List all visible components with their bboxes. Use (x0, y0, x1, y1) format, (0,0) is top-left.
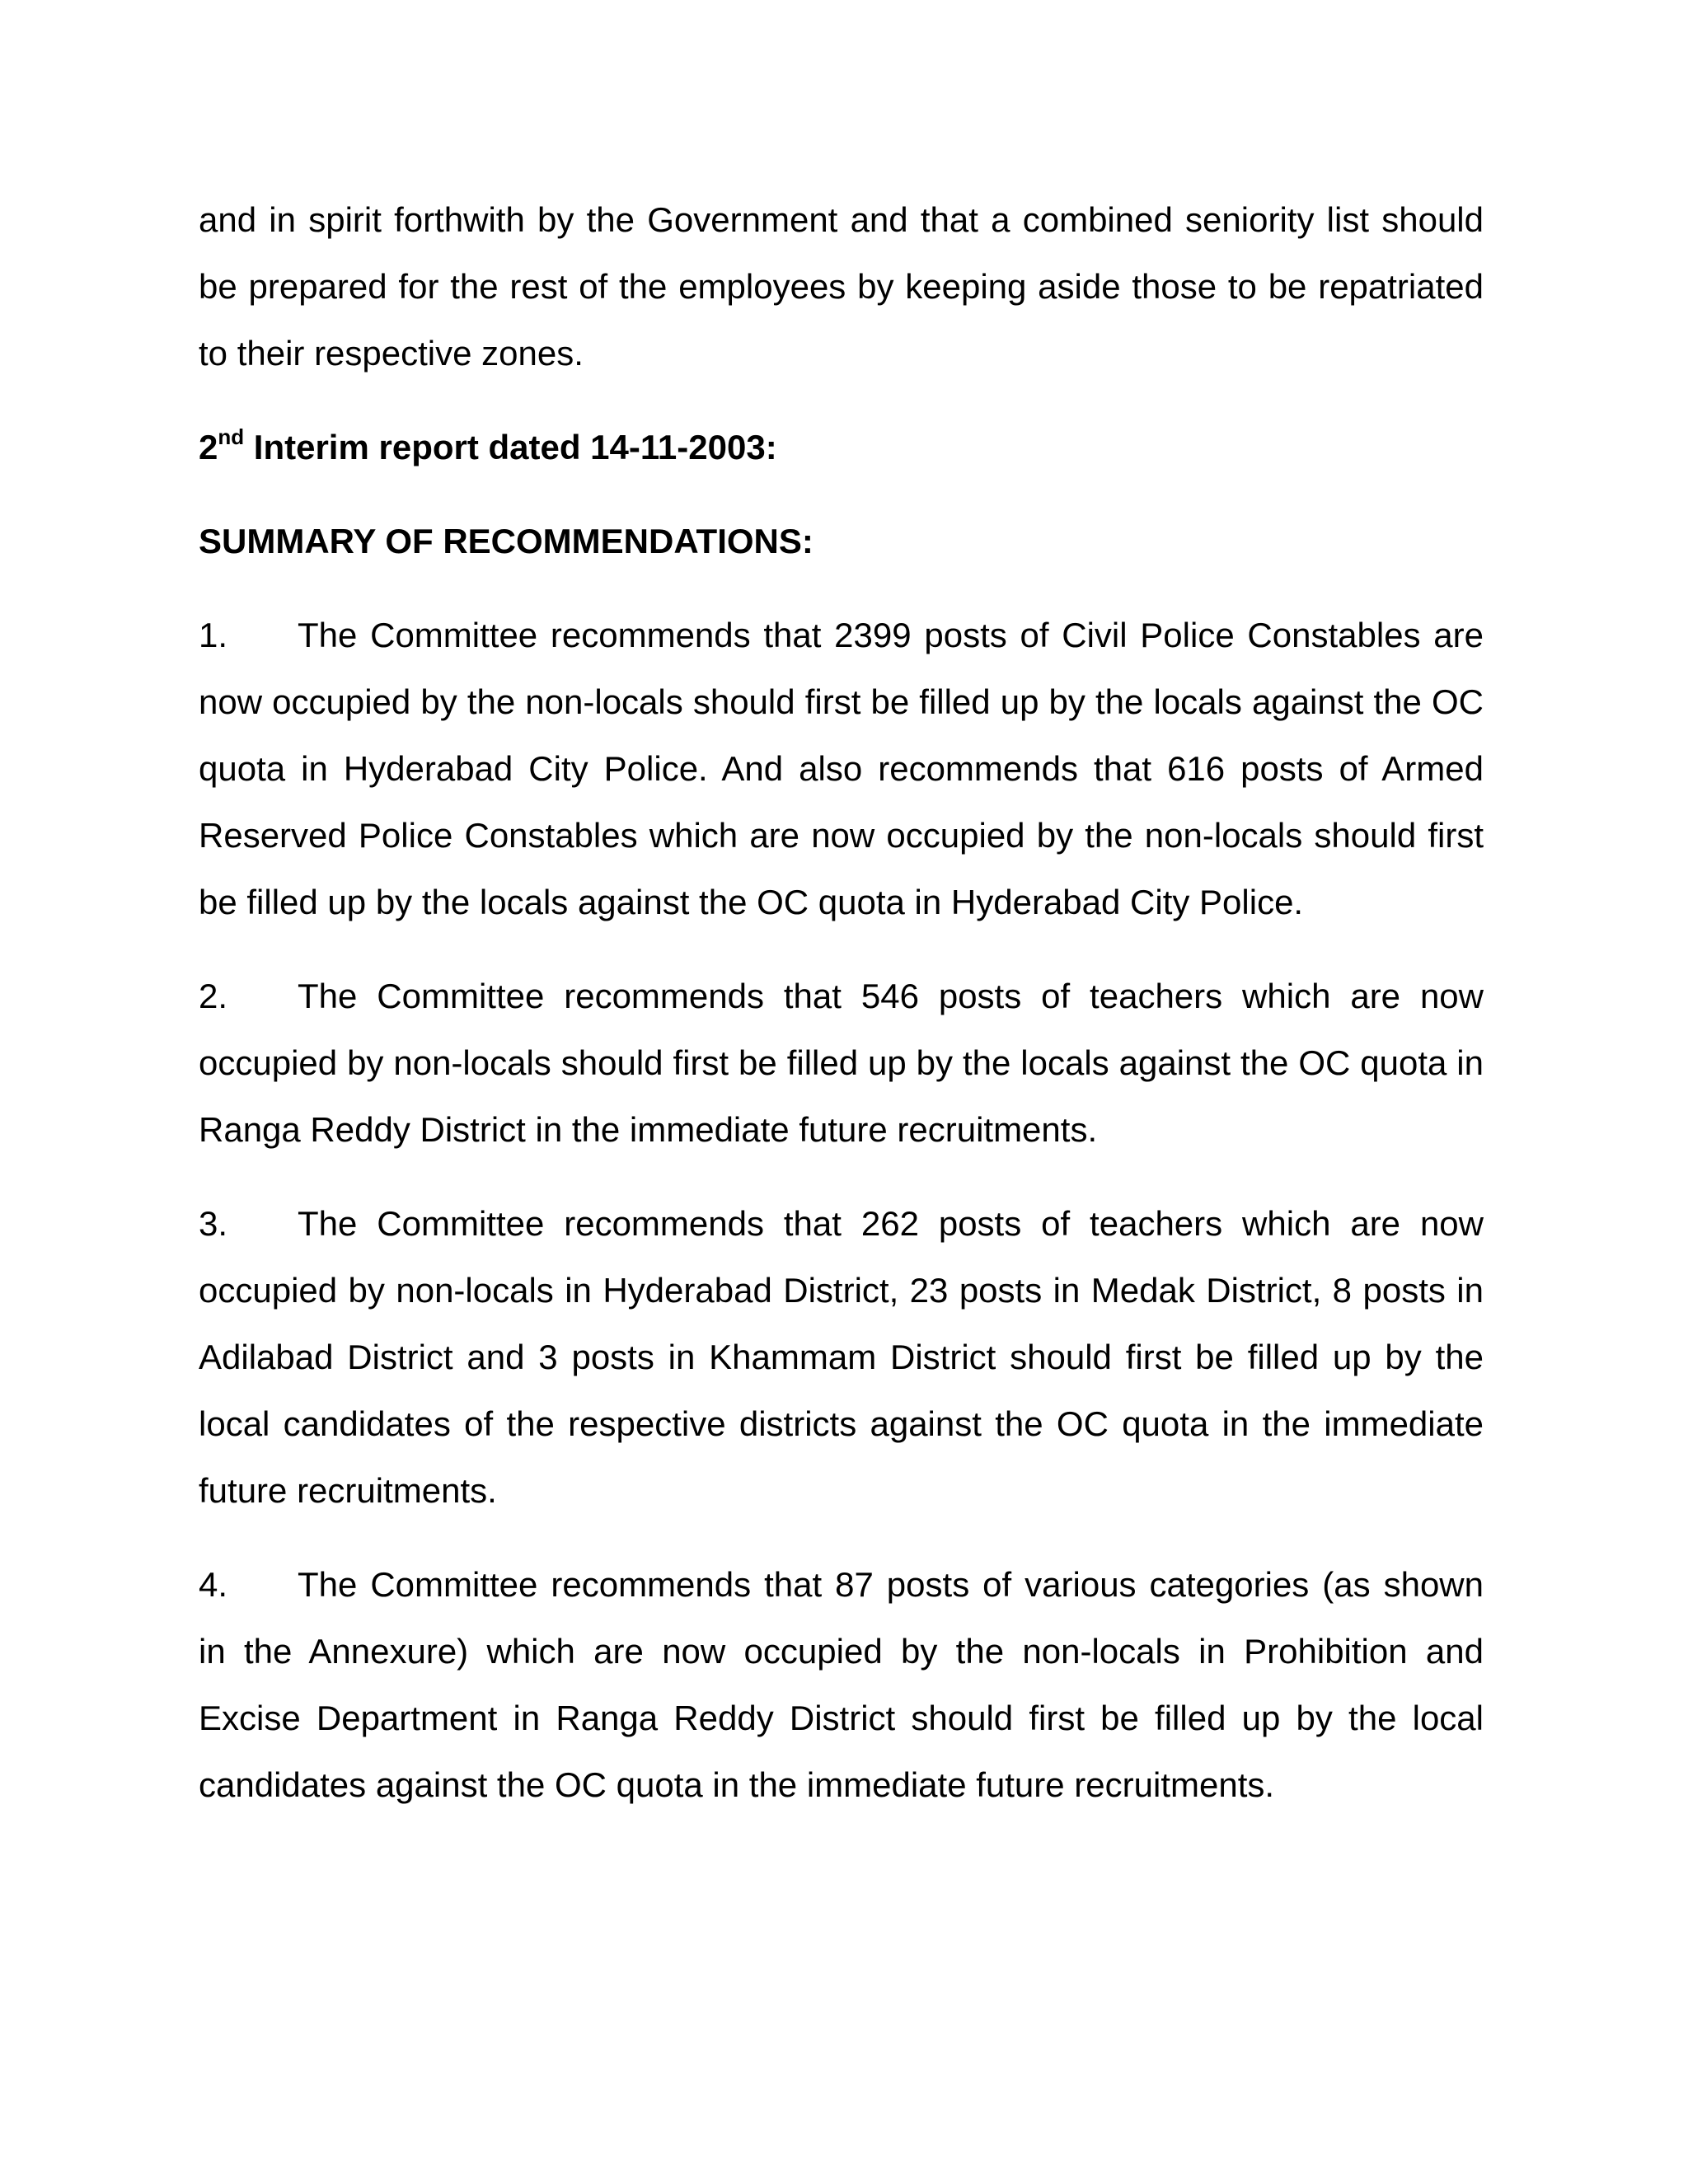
recommendation-item (199, 1190, 1484, 1524)
item-number: 1. (199, 616, 228, 654)
heading-ordinal: 2 (199, 428, 218, 466)
heading-text: Interim report dated 14-11-2003: (244, 428, 777, 466)
document-page (199, 186, 1484, 1845)
intro-paragraph: and in spirit forthwith by the Government and that a combined seniority list should be prepared for the rest of the employees by keeping aside those to be repatriated to their respective zones. (199, 200, 1484, 373)
item-text: The Committee recommends that 262 posts of teachers which are now occupied by non-locals in Hyderabad District, 23 posts in Medak District, 8 posts in Adilabad District and 3 posts in Khammam District should first be filled up by the local candidates of the respective districts against the OC quota in the immediate future recruitments. (199, 1204, 1484, 1510)
summary-title: SUMMARY OF RECOMMENDATIONS: (199, 522, 814, 560)
item-number: 3. (199, 1204, 228, 1243)
recommendation-item (199, 602, 1484, 935)
item-text: The Committee recommends that 546 posts of teachers which are now occupied by non-locals should first be filled up by the locals against the OC quota in Ranga Reddy District in the immediate future recruitments. (199, 977, 1484, 1149)
item-text: The Committee recommends that 87 posts of various categories (as shown in the Annexure) which are now occupied by the non-locals in Prohibition and Excise Department in Ranga Reddy District should first be filled up by the local candidates against the OC quota in the immediate future recruitments. (199, 1565, 1484, 1804)
heading-ordinal-suffix: nd (218, 424, 245, 449)
item-text: The Committee recommends that 2399 posts of Civil Police Constables are now occupied by the non-locals should first be filled up by the locals against the OC quota in Hyderabad City Police. And also recommends that 616 posts of Armed Reserved Police Constables which are now occupied by the non-locals should first be filled up by the locals against the OC quota in Hyderabad City Police. (199, 616, 1484, 921)
item-number: 2. (199, 977, 228, 1015)
recommendation-item (199, 963, 1484, 1163)
recommendation-item (199, 1551, 1484, 1818)
report-heading (199, 414, 1484, 480)
item-number: 4. (199, 1565, 228, 1604)
